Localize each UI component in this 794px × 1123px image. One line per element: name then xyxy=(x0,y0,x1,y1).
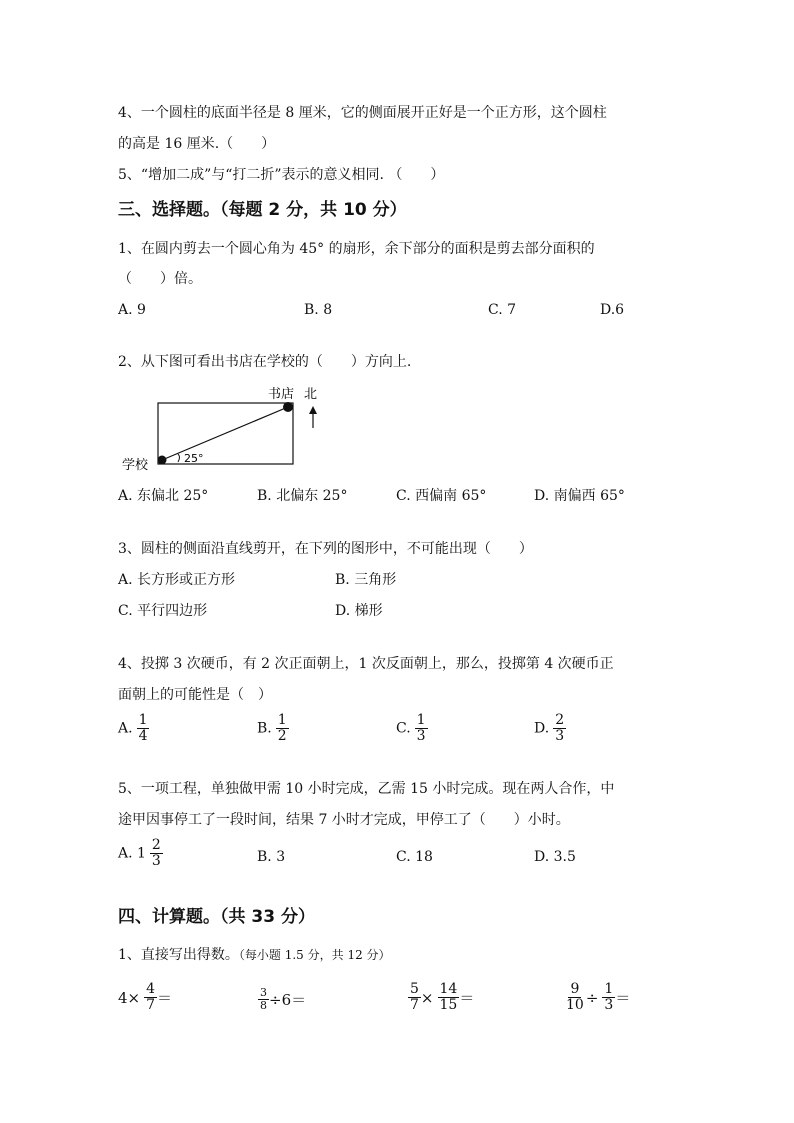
section-3-title: 三、选择题。（每题 2 分，共 10 分） xyxy=(118,200,407,220)
q5-option-c[interactable]: C. 18 xyxy=(396,849,433,865)
north-label: 北 xyxy=(304,387,318,402)
calc-item: $\frac{9}{10}$ ÷ $\frac{1}{3}$ ＝ xyxy=(566,981,631,1013)
choice-q1-line1: 1、在圆内剪去一个圆心角为 45° 的扇形，余下部分的面积是剪去部分面积的 xyxy=(118,241,595,257)
q5-option-a[interactable]: A. 1 $\frac{2}{3}$ xyxy=(118,837,161,869)
q5-option-b[interactable]: B. 3 xyxy=(257,849,286,865)
q2-option-b[interactable]: B. 北偏东 25° xyxy=(257,488,348,504)
choice-q5-line1: 5、一项工程，单独做甲需 10 小时完成，乙需 15 小时完成。现在两人合作，中 xyxy=(118,781,615,797)
choice-q2: 2、从下图可看出书店在学校的（ ）方向上. xyxy=(118,354,412,370)
north-arrow-icon xyxy=(309,406,317,414)
q5-option-d[interactable]: D. 3.5 xyxy=(534,849,576,865)
q4-option-d[interactable]: D. $\frac{2}{3}$ xyxy=(534,712,565,744)
store-point xyxy=(283,402,293,412)
q3-option-c[interactable]: C. 平行四边形 xyxy=(118,603,208,619)
choice-q3: 3、圆柱的侧面沿直线剪开，在下列的图形中，不可能出现（ ） xyxy=(118,541,533,557)
choice-q4-line2: 面朝上的可能性是（ ） xyxy=(118,687,272,703)
tf-q4-line1: 4、一个圆柱的底面半径是 8 厘米，它的侧面展开正好是一个正方形，这个圆柱 xyxy=(118,105,607,121)
q4-option-c[interactable]: C. $\frac{1}{3}$ xyxy=(396,712,426,744)
calc-q1-instruction: 1、直接写出得数。（每小题 1.5 分，共 12 分） xyxy=(118,947,391,963)
choice-q1-line2: （ ）倍。 xyxy=(118,271,202,287)
tf-q4-line2: 的高是 16 厘米.（ ） xyxy=(118,136,276,152)
q1-option-b[interactable]: B. 8 xyxy=(304,302,333,318)
q1-option-d[interactable]: D.6 xyxy=(600,302,625,318)
q3-option-b[interactable]: B. 三角形 xyxy=(335,572,397,588)
calc-item: 4× $\frac{4}{7}$ ＝ xyxy=(118,981,173,1013)
store-label: 书店 xyxy=(268,387,295,402)
calc-item: $\frac{5}{7}$ × $\frac{14}{15}$ ＝ xyxy=(410,981,475,1013)
choice-q4-line1: 4、投掷 3 次硬币，有 2 次正面朝上，1 次反面朝上，那么，投掷第 4 次硬币正 xyxy=(118,656,614,672)
q2-option-a[interactable]: A. 东偏北 25° xyxy=(118,488,209,504)
q2-option-c[interactable]: C. 西偏南 65° xyxy=(396,488,487,504)
choice-q5-line2: 途甲因事停工了一段时间，结果 7 小时才完成，甲停工了（ ）小时。 xyxy=(118,812,570,828)
angle-label: 25° xyxy=(184,452,204,465)
school-point xyxy=(158,456,167,465)
school-label: 学校 xyxy=(122,458,149,473)
q2-option-d[interactable]: D. 南偏西 65° xyxy=(534,488,625,504)
section-4-title: 四、计算题。（共 33 分） xyxy=(118,907,315,927)
calc-item: $\frac{3}{8}$ ÷6＝ xyxy=(260,986,307,1012)
q1-option-c[interactable]: C. 7 xyxy=(488,302,517,318)
tf-q5: 5、“增加二成”与“打二折”表示的意义相同. （ ） xyxy=(118,167,445,183)
direction-figure xyxy=(118,380,338,475)
q3-option-a[interactable]: A. 长方形或正方形 xyxy=(118,572,236,588)
q3-option-d[interactable]: D. 梯形 xyxy=(335,603,383,619)
calc-q1-note: （每小题 1.5 分，共 12 分） xyxy=(238,948,391,962)
q4-option-b[interactable]: B. $\frac{1}{2}$ xyxy=(257,712,287,744)
q1-option-a[interactable]: A. 9 xyxy=(118,302,146,318)
q4-option-a[interactable]: A. $\frac{1}{4}$ xyxy=(118,712,148,744)
